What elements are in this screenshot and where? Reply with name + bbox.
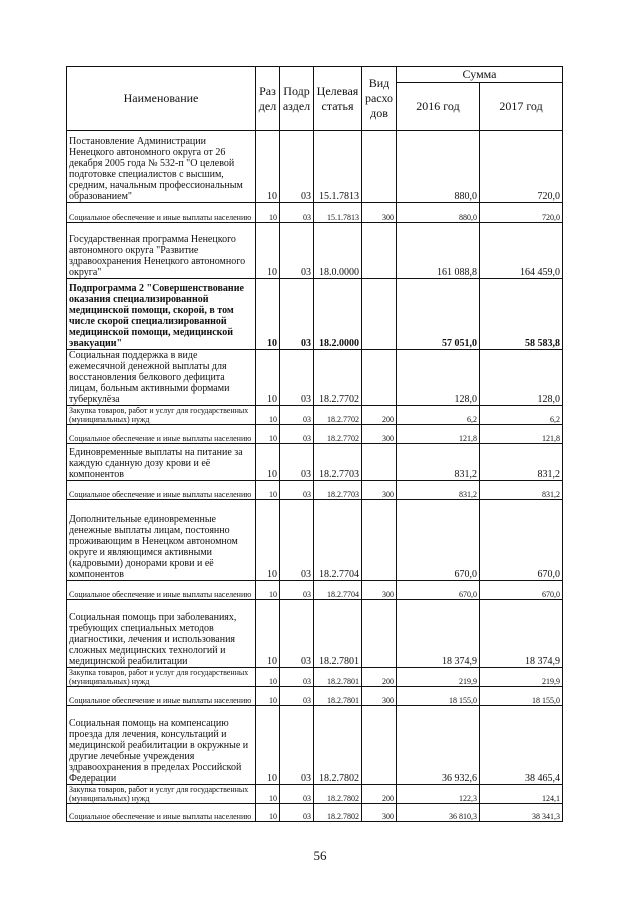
table-row — [67, 600, 563, 668]
row-amount-2016: 18 155,0 — [397, 687, 480, 706]
row-podrazdel: 03 — [280, 279, 314, 350]
table-row — [67, 785, 563, 804]
row-razdel: 10 — [256, 223, 280, 279]
row-amount-2017: 670,0 — [480, 581, 563, 600]
row-podrazdel: 03 — [280, 581, 314, 600]
row-target: 18.2.7702 — [314, 425, 362, 444]
row-podrazdel: 03 — [280, 444, 314, 481]
row-target: 18.2.7703 — [314, 444, 362, 481]
row-podrazdel: 03 — [280, 706, 314, 785]
row-amount-2016: 670,0 — [397, 500, 480, 581]
row-target: 15.1.7813 — [314, 203, 362, 223]
row-amount-2016: 6,2 — [397, 406, 480, 425]
row-name: Государственная программа Ненецкого автономного округа "Развитие здравоохранения Ненецкого автономного округа" — [67, 223, 256, 279]
row-razdel: 10 — [256, 804, 280, 822]
row-name: Социальное обеспечение и иные выплаты населению — [67, 804, 256, 822]
row-expense: 300 — [362, 203, 397, 223]
row-amount-2016: 128,0 — [397, 350, 480, 406]
row-amount-2017: 720,0 — [480, 131, 563, 203]
table-row — [67, 581, 563, 600]
row-podrazdel: 03 — [280, 131, 314, 203]
budget-table — [66, 66, 563, 822]
row-target: 18.2.7802 — [314, 804, 362, 822]
header-year-2016: 2016 год — [397, 83, 480, 131]
table-row — [67, 279, 563, 350]
row-razdel: 10 — [256, 687, 280, 706]
row-amount-2017: 124,1 — [480, 785, 563, 804]
row-name: Дополнительные единовременные денежные выплаты лицам, постоянно проживающим в Ненецком автономном округе и являющимся активными (кадровыми) донорами крови и её компонентов — [67, 500, 256, 581]
row-expense — [362, 223, 397, 279]
row-amount-2017: 38 465,4 — [480, 706, 563, 785]
row-razdel: 10 — [256, 581, 280, 600]
table-row — [67, 687, 563, 706]
table-header — [67, 67, 563, 131]
row-razdel: 10 — [256, 706, 280, 785]
row-razdel: 10 — [256, 444, 280, 481]
table-row — [67, 223, 563, 279]
row-amount-2016: 57 051,0 — [397, 279, 480, 350]
row-podrazdel: 03 — [280, 500, 314, 581]
row-expense: 200 — [362, 406, 397, 425]
row-name: Социальная помощь на компенсацию проезда для лечения, консультаций и медицинской реабилитации в окружные и другие лечебные учреждения здравоохранения в пределах Российской Федерации — [67, 706, 256, 785]
row-name: Единовременные выплаты на питание за каждую сданную дозу крови и её компонентов — [67, 444, 256, 481]
row-expense — [362, 500, 397, 581]
row-amount-2016: 18 374,9 — [397, 600, 480, 668]
row-amount-2016: 161 088,8 — [397, 223, 480, 279]
row-amount-2017: 219,9 — [480, 668, 563, 687]
row-amount-2017: 164 459,0 — [480, 223, 563, 279]
row-podrazdel: 03 — [280, 687, 314, 706]
row-expense: 300 — [362, 481, 397, 500]
table-row — [67, 481, 563, 500]
row-name: Социальная поддержка в виде ежемесячной денежной выплаты для восстановления белкового дефицита лицам, больным активными формами туберкулёза — [67, 350, 256, 406]
row-amount-2016: 121,8 — [397, 425, 480, 444]
row-name: Социальная помощь при заболеваниях, требующих специальных методов диагностики, лечения и использования сложных медицинских технологий и медицинской реабилитации — [67, 600, 256, 668]
table-row — [67, 668, 563, 687]
row-expense: 200 — [362, 668, 397, 687]
table-row — [67, 500, 563, 581]
row-name: Постановление Администрации Ненецкого автономного округа от 26 декабря 2005 года № 532-п "О целевой подготовке специалистов с высшим, средним, начальным профессиональным образованием" — [67, 131, 256, 203]
row-name: Подпрограмма 2 "Совершенствование оказания специализированной медицинской помощи, скорой, в том числе скорой специализированной медицинской помощи, медицинской эвакуации" — [67, 279, 256, 350]
table-row — [67, 444, 563, 481]
row-amount-2017: 18 374,9 — [480, 600, 563, 668]
row-expense — [362, 131, 397, 203]
row-amount-2017: 38 341,3 — [480, 804, 563, 822]
row-expense — [362, 444, 397, 481]
row-name: Социальное обеспечение и иные выплаты населению — [67, 203, 256, 223]
row-razdel: 10 — [256, 406, 280, 425]
row-amount-2017: 18 155,0 — [480, 687, 563, 706]
table-row — [67, 706, 563, 785]
row-amount-2017: 121,8 — [480, 425, 563, 444]
header-razdel: Раз дел — [256, 67, 280, 131]
row-expense — [362, 706, 397, 785]
row-amount-2016: 880,0 — [397, 131, 480, 203]
row-expense: 300 — [362, 687, 397, 706]
row-amount-2016: 36 932,6 — [397, 706, 480, 785]
row-name: Социальное обеспечение и иные выплаты населению — [67, 581, 256, 600]
row-target: 18.2.7703 — [314, 481, 362, 500]
row-name: Закупка товаров, работ и услуг для государственных (муниципальных) нужд — [67, 785, 256, 804]
row-podrazdel: 03 — [280, 406, 314, 425]
row-target: 18.2.7801 — [314, 600, 362, 668]
table-row — [67, 425, 563, 444]
table-row — [67, 203, 563, 223]
header-expense: Вид расхо дов — [362, 67, 397, 131]
row-amount-2017: 720,0 — [480, 203, 563, 223]
page-number: 56 — [313, 848, 327, 863]
row-target: 18.2.7704 — [314, 500, 362, 581]
row-razdel: 10 — [256, 279, 280, 350]
row-amount-2016: 831,2 — [397, 444, 480, 481]
row-amount-2017: 128,0 — [480, 350, 563, 406]
row-target: 15.1.7813 — [314, 131, 362, 203]
row-podrazdel: 03 — [280, 350, 314, 406]
row-name: Социальное обеспечение и иные выплаты населению — [67, 687, 256, 706]
row-razdel: 10 — [256, 481, 280, 500]
row-razdel: 10 — [256, 350, 280, 406]
table-body — [67, 131, 563, 822]
row-expense — [362, 600, 397, 668]
header-podrazdel: Подр аздел — [280, 67, 314, 131]
row-amount-2016: 880,0 — [397, 203, 480, 223]
header-target: Целевая статья — [314, 67, 362, 131]
row-razdel: 10 — [256, 131, 280, 203]
row-amount-2016: 36 810,3 — [397, 804, 480, 822]
table-row — [67, 131, 563, 203]
row-razdel: 10 — [256, 785, 280, 804]
row-target: 18.2.7702 — [314, 406, 362, 425]
row-amount-2016: 831,2 — [397, 481, 480, 500]
row-razdel: 10 — [256, 668, 280, 687]
header-year-2017: 2017 год — [480, 83, 563, 131]
row-razdel: 10 — [256, 425, 280, 444]
row-target: 18.2.7801 — [314, 687, 362, 706]
row-target: 18.0.0000 — [314, 223, 362, 279]
row-amount-2016: 219,9 — [397, 668, 480, 687]
header-sum: Сумма — [397, 67, 563, 83]
row-razdel: 10 — [256, 203, 280, 223]
header-name: Наименование — [67, 67, 256, 131]
row-name: Закупка товаров, работ и услуг для государственных (муниципальных) нужд — [67, 406, 256, 425]
row-amount-2017: 670,0 — [480, 500, 563, 581]
table-row — [67, 350, 563, 406]
row-target: 18.2.7704 — [314, 581, 362, 600]
row-amount-2016: 122,3 — [397, 785, 480, 804]
row-razdel: 10 — [256, 500, 280, 581]
row-podrazdel: 03 — [280, 223, 314, 279]
row-podrazdel: 03 — [280, 804, 314, 822]
row-razdel: 10 — [256, 600, 280, 668]
row-target: 18.2.7801 — [314, 668, 362, 687]
row-podrazdel: 03 — [280, 425, 314, 444]
row-expense: 300 — [362, 804, 397, 822]
row-name: Социальное обеспечение и иные выплаты населению — [67, 481, 256, 500]
row-podrazdel: 03 — [280, 203, 314, 223]
row-amount-2017: 831,2 — [480, 444, 563, 481]
row-amount-2017: 58 583,8 — [480, 279, 563, 350]
row-podrazdel: 03 — [280, 481, 314, 500]
row-amount-2016: 670,0 — [397, 581, 480, 600]
row-podrazdel: 03 — [280, 668, 314, 687]
row-expense — [362, 350, 397, 406]
row-podrazdel: 03 — [280, 600, 314, 668]
row-expense: 200 — [362, 785, 397, 804]
row-amount-2017: 831,2 — [480, 481, 563, 500]
row-amount-2017: 6,2 — [480, 406, 563, 425]
row-podrazdel: 03 — [280, 785, 314, 804]
row-expense: 300 — [362, 425, 397, 444]
row-name: Социальное обеспечение и иные выплаты населению — [67, 425, 256, 444]
row-target: 18.2.7702 — [314, 350, 362, 406]
table-row — [67, 406, 563, 425]
table-row — [67, 804, 563, 822]
row-expense: 300 — [362, 581, 397, 600]
row-name: Закупка товаров, работ и услуг для государственных (муниципальных) нужд — [67, 668, 256, 687]
row-target: 18.2.0000 — [314, 279, 362, 350]
row-expense — [362, 279, 397, 350]
row-target: 18.2.7802 — [314, 706, 362, 785]
row-target: 18.2.7802 — [314, 785, 362, 804]
